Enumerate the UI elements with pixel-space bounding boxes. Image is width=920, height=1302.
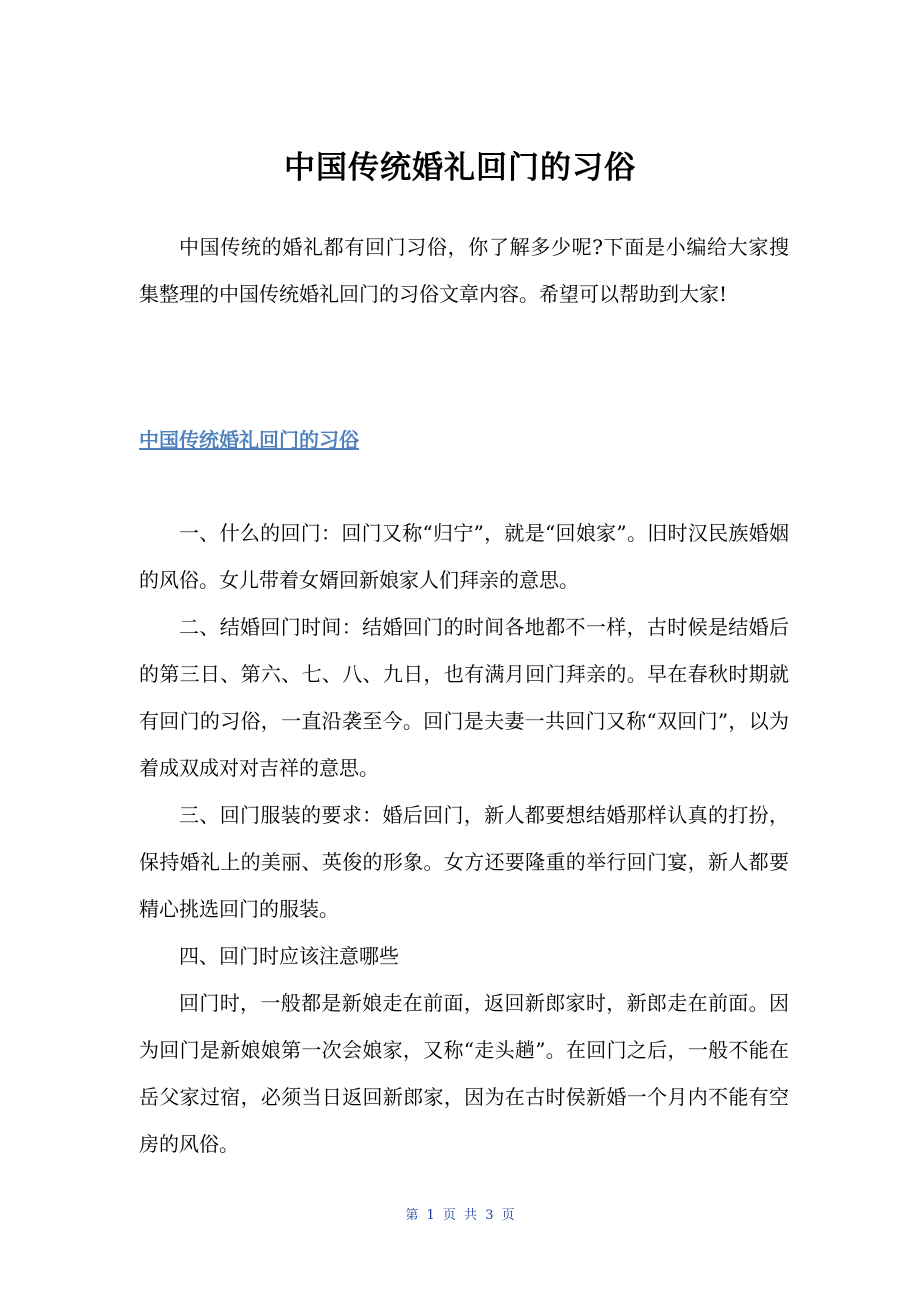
paragraph-huimen-notes-heading: 四、回门时应该注意哪些 [179, 944, 399, 968]
intro-paragraph: 中国传统的婚礼都有回门习俗，你了解多少呢?下面是小编给大家搜集整理的中国传统婚礼回门的习俗文章内容。希望可以帮助到大家! [139, 235, 789, 306]
paragraph-huimen-time: 二、结婚回门时间：结婚回门的时间各地都不一样，古时候是结婚后的第三日、第六、七、八、九日，也有满月回门拜亲的。早在春秋时期就有回门的习俗，一直沿袭至今。回门是夫妻一共回门又称“双回门”，以为着成双成对对吉祥的意思。 [139, 615, 789, 780]
article-content [139, 510, 789, 1168]
page-number-footer: 第 1 页 共 3 页 [405, 1208, 515, 1223]
paragraph-huimen-notes: 回门时，一般都是新娘走在前面，返回新郎家时，新郎走在前面。因为回门是新娘娘第一次会娘家，又称“走头趟”。在回门之后，一般不能在岳父家过宿，必须当日返回新郎家，因为在古时侯新婚一个月内不能有空房的风俗。 [139, 991, 789, 1156]
page-title: 中国传统婚礼回门的习俗 [284, 150, 636, 186]
section-heading-link[interactable]: 中国传统婚礼回门的习俗 [139, 428, 359, 452]
paragraph-what-is-huimen: 一、什么的回门：回门又称“归宁”，就是“回娘家”。旧时汉民族婚姻的风俗。女儿带着女婿回新娘家人们拜亲的意思。 [139, 521, 789, 592]
paragraph-huimen-clothing: 三、回门服装的要求：婚后回门，新人都要想结婚那样认真的打扮，保持婚礼上的美丽、英俊的形象。女方还要隆重的举行回门宴，新人都要精心挑选回门的服装。 [139, 803, 789, 921]
intro-section [139, 224, 789, 318]
